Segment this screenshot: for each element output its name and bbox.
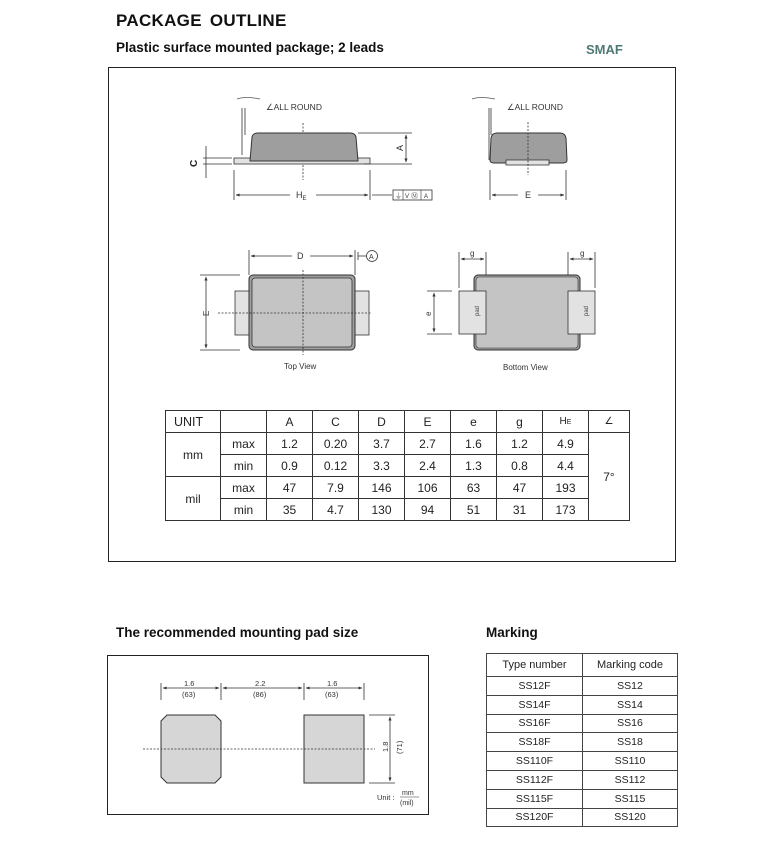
dim-he-label: $H_E$ [296, 190, 307, 202]
pad2-width-mil: (63) [325, 690, 339, 699]
end-view [472, 98, 567, 201]
pad-height-mm: 1.8 [381, 741, 390, 752]
dim-d-label: D [297, 251, 304, 261]
dim-c-label: C [189, 159, 200, 167]
top-view [200, 250, 378, 371]
table-row: SS110F SS110 [487, 752, 678, 771]
unit-label: Unit : [377, 793, 395, 802]
table-row: SS16F SS16 [487, 714, 678, 733]
package-outline-drawings [0, 0, 783, 400]
tolerance-frame [393, 190, 432, 200]
dim-a-label: A [395, 144, 405, 151]
table-row: min 35 4.7 130 94 51 31 173 [166, 499, 630, 521]
side-view [189, 98, 432, 203]
svg-text:A: A [369, 254, 374, 261]
bottom-view [424, 249, 595, 372]
col-header: D [359, 411, 405, 433]
marking-table [486, 653, 678, 827]
col-header: e [451, 411, 497, 433]
angle-note: ∠ALL ROUND [266, 102, 322, 112]
col-header-code: Marking code [583, 654, 678, 677]
pad-gap-mil: (86) [253, 690, 267, 699]
svg-text:A: A [424, 194, 429, 200]
col-header-angle: ∠ [589, 411, 630, 433]
dim-g-left-label: g [470, 249, 475, 258]
dim-g-right-label: g [580, 249, 585, 258]
table-row: SS12F SS12 [487, 677, 678, 696]
svg-text:Ⓜ: Ⓜ [411, 193, 418, 200]
table-row: SS115F SS115 [487, 789, 678, 808]
pad-width-mm: 1.6 [184, 679, 195, 688]
pad-height-mil: (71) [395, 740, 404, 754]
table-row: min 0.9 0.12 3.3 2.4 1.3 0.8 4.4 [166, 455, 630, 477]
pad-left-label: pad [475, 305, 481, 316]
col-header-he: HE [543, 411, 589, 433]
pad-right-label: pad [584, 305, 590, 316]
bottom-view-caption: Bottom View [503, 363, 548, 372]
unit-mil: mil [166, 477, 221, 521]
table-row: mil max 47 7.9 146 106 63 47 193 [166, 477, 630, 499]
mounting-pad-drawing [107, 655, 429, 815]
pad-gap-mm: 2.2 [255, 679, 266, 688]
col-header: A [267, 411, 313, 433]
unit-numerator: mm [402, 790, 414, 797]
marking-title: Marking [486, 625, 538, 640]
dim-e-top-label: E [202, 310, 211, 316]
table-row: mm max 1.2 0.20 3.7 2.7 1.6 1.2 4.9 7° [166, 433, 630, 455]
col-header: g [497, 411, 543, 433]
end-angle-note: ∠ALL ROUND [507, 102, 563, 112]
pad-width-mil: (63) [182, 690, 196, 699]
svg-text:V: V [405, 194, 410, 200]
page-title: PACKAGE OUTLINE [116, 11, 287, 30]
top-view-caption: Top View [284, 362, 317, 371]
col-header-type: Type number [487, 654, 583, 677]
table-row: SS14F SS14 [487, 695, 678, 714]
pad2-width-mm: 1.6 [327, 679, 338, 688]
dim-e-end-label: E [525, 190, 532, 200]
unit-mm: mm [166, 433, 221, 477]
unit-denominator: (mil) [400, 800, 414, 807]
page-subtitle: Plastic surface mounted package; 2 leads [116, 40, 384, 55]
table-row: SS120F SS120 [487, 808, 678, 827]
angle-value: 7° [589, 433, 630, 521]
table-row: SS18F SS18 [487, 733, 678, 752]
pad-left [161, 715, 221, 783]
table-row: SS112F SS112 [487, 770, 678, 789]
svg-text:⏚: ⏚ [395, 193, 402, 200]
mounting-pad-title: The recommended mounting pad size [116, 625, 359, 640]
package-code: SMAF [586, 42, 623, 57]
dimensions-table [165, 410, 630, 521]
col-header: C [313, 411, 359, 433]
col-header: E [405, 411, 451, 433]
col-header-unit: UNIT [166, 411, 221, 433]
dim-e-small-label: e [424, 311, 433, 316]
